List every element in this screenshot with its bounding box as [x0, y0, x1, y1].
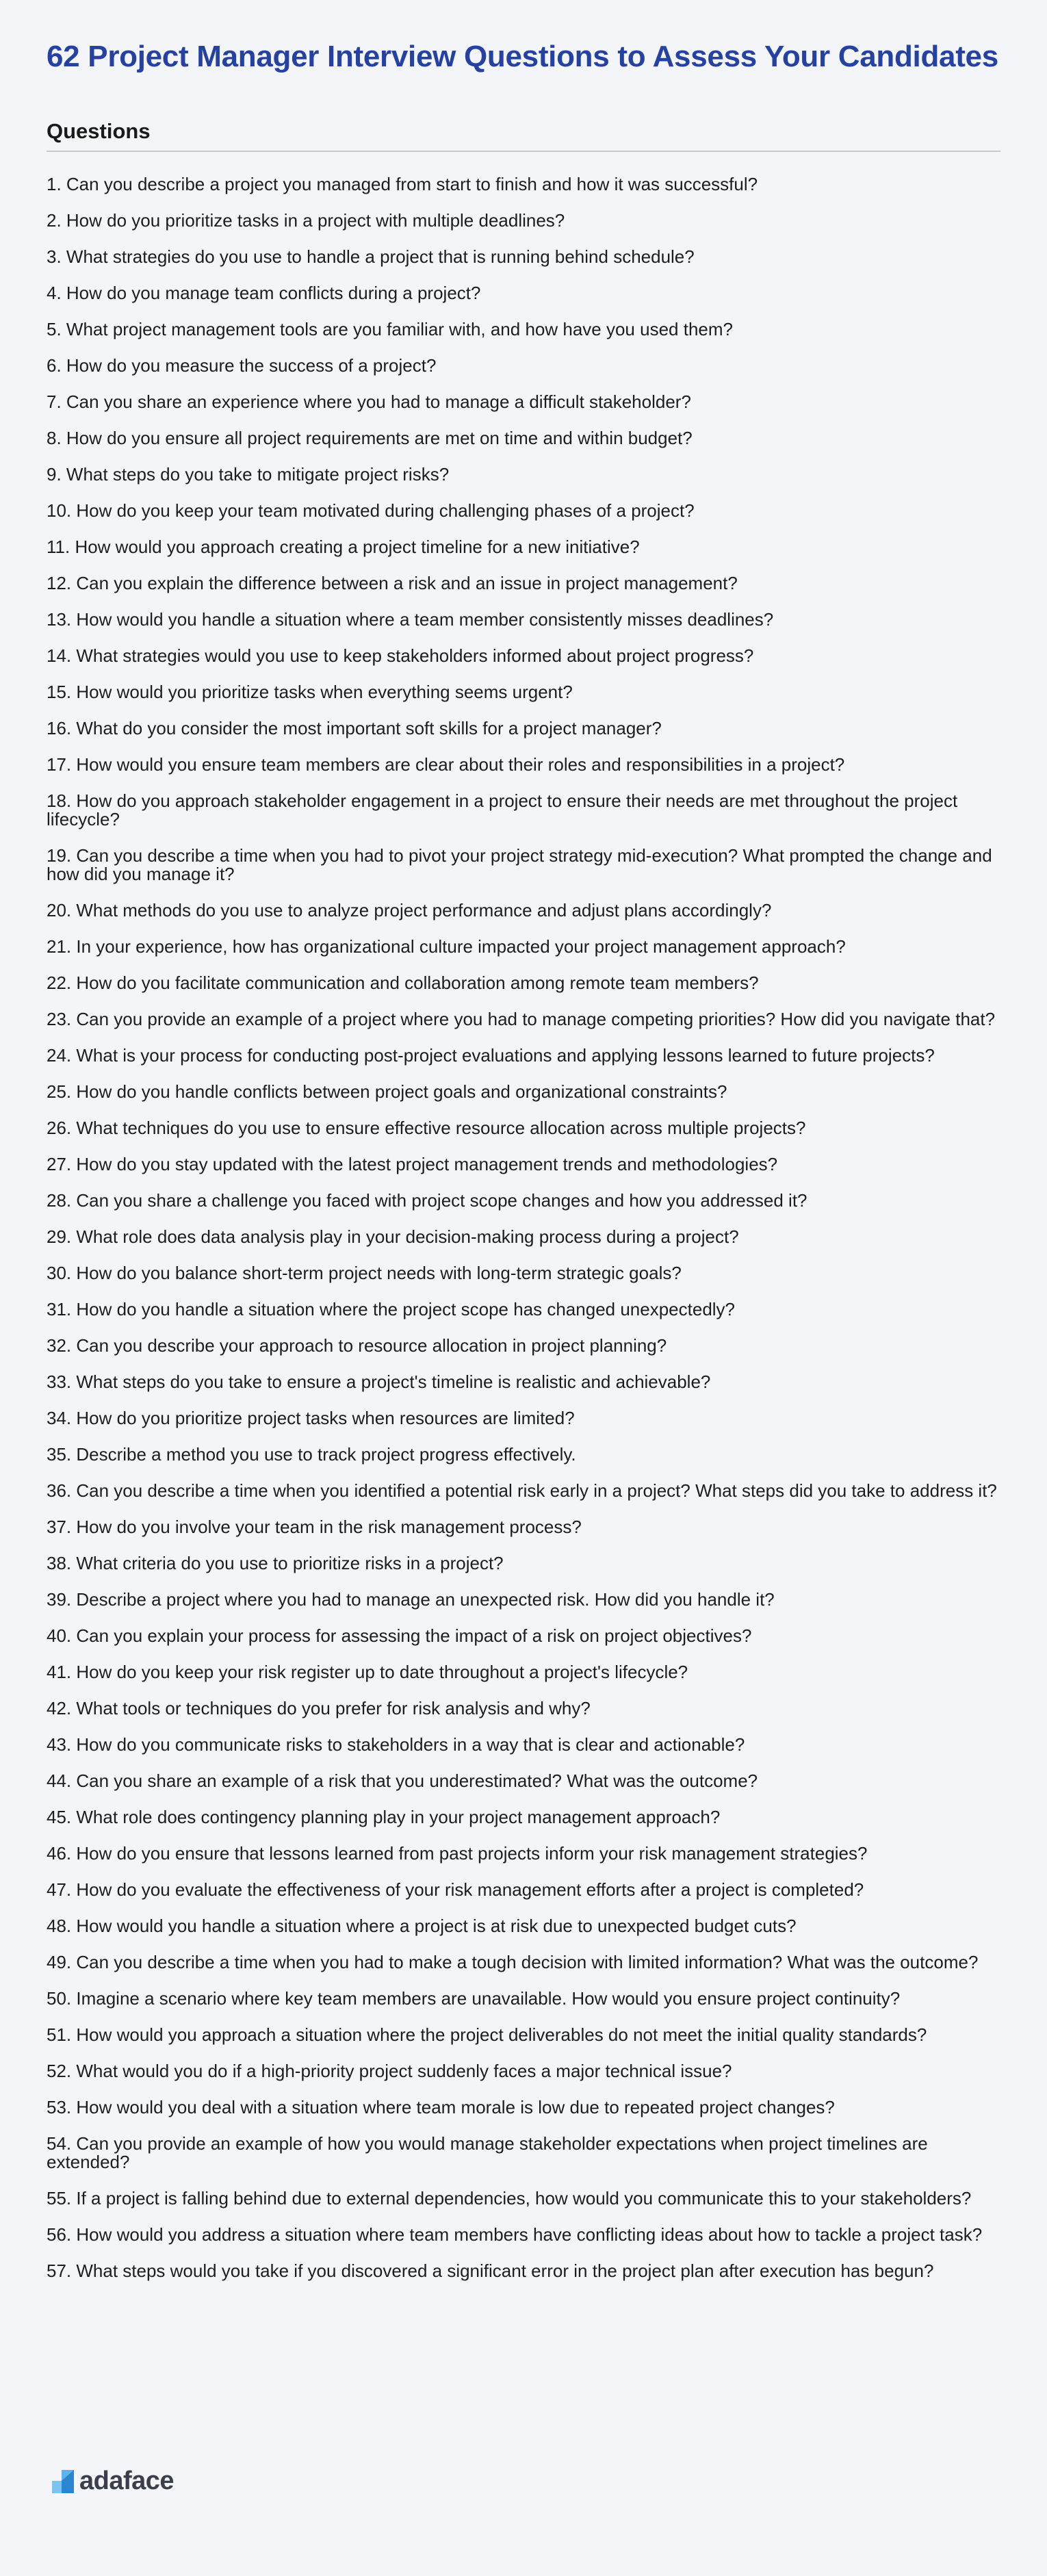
question-item: 8. How do you ensure all project requirements are met on time and within budget?	[47, 428, 693, 448]
adaface-logo-icon	[52, 2470, 74, 2493]
question-item: 41. How do you keep your risk register up to date throughout a project's lifecycle?	[47, 1662, 688, 1682]
question-item: 4. How do you manage team conflicts during a project?	[47, 283, 481, 303]
question-item: 22. How do you facilitate communication and collaboration among remote team members?	[47, 973, 759, 993]
question-item: 18. How do you approach stakeholder engagement in a project to ensure their needs are met throughout the project lifecycle?	[47, 790, 958, 829]
question-item: 7. Can you share an experience where you had to manage a difficult stakeholder?	[47, 391, 691, 412]
question-item: 52. What would you do if a high-priority project suddenly faces a major technical issue?	[47, 2061, 732, 2081]
question-item: 6. How do you measure the success of a project?	[47, 355, 437, 376]
question-item: 11. How would you approach creating a project timeline for a new initiative?	[47, 537, 640, 557]
question-item: 57. What steps would you take if you discovered a significant error in the project plan after execution has begun?	[47, 2261, 934, 2281]
question-item: 50. Imagine a scenario where key team members are unavailable. How would you ensure project continuity?	[47, 1988, 901, 2009]
brand-logo[interactable]	[52, 2466, 174, 2496]
question-item: 23. Can you provide an example of a project where you had to manage competing priorities? How did you navigate that?	[47, 1009, 996, 1029]
question-item: 43. How do you communicate risks to stakeholders in a way that is clear and actionable?	[47, 1734, 745, 1755]
question-item: 38. What criteria do you use to prioritize risks in a project?	[47, 1553, 504, 1573]
section-heading: Questions	[47, 119, 151, 143]
question-item: 36. Can you describe a time when you identified a potential risk early in a project? What steps did you take to address it?	[47, 1480, 997, 1501]
question-item: 24. What is your process for conducting post-project evaluations and applying lessons learned to future projects?	[47, 1045, 935, 1066]
question-item: 21. In your experience, how has organizational culture impacted your project management approach?	[47, 936, 846, 957]
question-item: 46. How do you ensure that lessons learned from past projects inform your risk management strategies?	[47, 1843, 868, 1864]
question-item: 30. How do you balance short-term project needs with long-term strategic goals?	[47, 1263, 682, 1283]
question-item: 56. How would you address a situation where team members have conflicting ideas about how to tackle a project task?	[47, 2224, 983, 2245]
question-item: 37. How do you involve your team in the risk management process?	[47, 1517, 582, 1537]
question-item: 9. What steps do you take to mitigate project risks?	[47, 464, 450, 485]
question-item: 5. What project management tools are you familiar with, and how have you used them?	[47, 319, 733, 339]
question-item: 16. What do you consider the most important soft skills for a project manager?	[47, 718, 662, 738]
question-item: 28. Can you share a challenge you faced with project scope changes and how you addressed it?	[47, 1190, 807, 1211]
question-item: 2. How do you prioritize tasks in a project with multiple deadlines?	[47, 210, 565, 231]
question-item: 14. What strategies would you use to keep stakeholders informed about project progress?	[47, 645, 754, 666]
question-item: 49. Can you describe a time when you had to make a tough decision with limited information? What was the outcome?	[47, 1952, 979, 1972]
question-item: 33. What steps do you take to ensure a project's timeline is realistic and achievable?	[47, 1371, 711, 1392]
question-item: 48. How would you handle a situation where a project is at risk due to unexpected budget cuts?	[47, 1916, 797, 1936]
question-item: 1. Can you describe a project you managed from start to finish and how it was successful?	[47, 174, 758, 194]
question-item: 44. Can you share an example of a risk that you underestimated? What was the outcome?	[47, 1770, 758, 1791]
question-item: 26. What techniques do you use to ensure effective resource allocation across multiple projects?	[47, 1118, 806, 1138]
question-item: 29. What role does data analysis play in your decision-making process during a project?	[47, 1226, 739, 1247]
question-item: 42. What tools or techniques do you prefer for risk analysis and why?	[47, 1698, 591, 1718]
question-item: 53. How would you deal with a situation where team morale is low due to repeated project changes?	[47, 2097, 835, 2117]
question-item: 12. Can you explain the difference between a risk and an issue in project management?	[47, 573, 738, 593]
question-list	[47, 175, 1000, 2298]
question-item: 45. What role does contingency planning play in your project management approach?	[47, 1807, 721, 1827]
question-item: 13. How would you handle a situation where a team member consistently misses deadlines?	[47, 609, 774, 630]
question-item: 17. How would you ensure team members are clear about their roles and responsibilities in a project?	[47, 754, 845, 775]
question-item: 47. How do you evaluate the effectiveness of your risk management efforts after a project is completed?	[47, 1879, 864, 1900]
question-item: 39. Describe a project where you had to manage an unexpected risk. How did you handle it?	[47, 1589, 775, 1610]
question-item: 40. Can you explain your process for assessing the impact of a risk on project objectives?	[47, 1625, 752, 1646]
question-item: 34. How do you prioritize project tasks when resources are limited?	[47, 1408, 575, 1428]
page-title: 62 Project Manager Interview Questions to Assess Your Candidates	[47, 40, 998, 73]
question-item: 35. Describe a method you use to track project progress effectively.	[47, 1444, 576, 1465]
question-item: 19. Can you describe a time when you had to pivot your project strategy mid-execution? What prompted the change and how did you manage it?	[47, 845, 992, 884]
question-item: 20. What methods do you use to analyze project performance and adjust plans accordingly?	[47, 900, 772, 920]
question-item: 15. How would you prioritize tasks when everything seems urgent?	[47, 682, 573, 702]
question-item: 31. How do you handle a situation where the project scope has changed unexpectedly?	[47, 1299, 736, 1319]
question-item: 54. Can you provide an example of how you would manage stakeholder expectations when project timelines are extended?	[47, 2133, 928, 2172]
question-item: 51. How would you approach a situation where the project deliverables do not meet the initial quality standards?	[47, 2024, 927, 2045]
logo-text: adaface	[79, 2466, 174, 2495]
question-item: 10. How do you keep your team motivated during challenging phases of a project?	[47, 500, 695, 521]
divider	[47, 151, 1000, 152]
question-item: 3. What strategies do you use to handle a project that is running behind schedule?	[47, 246, 695, 267]
question-item: 27. How do you stay updated with the latest project management trends and methodologies?	[47, 1154, 778, 1174]
question-item: 55. If a project is falling behind due to external dependencies, how would you communicate this to your stakeholders?	[47, 2188, 972, 2208]
question-item: 25. How do you handle conflicts between project goals and organizational constraints?	[47, 1081, 727, 1102]
question-item: 32. Can you describe your approach to resource allocation in project planning?	[47, 1335, 667, 1356]
